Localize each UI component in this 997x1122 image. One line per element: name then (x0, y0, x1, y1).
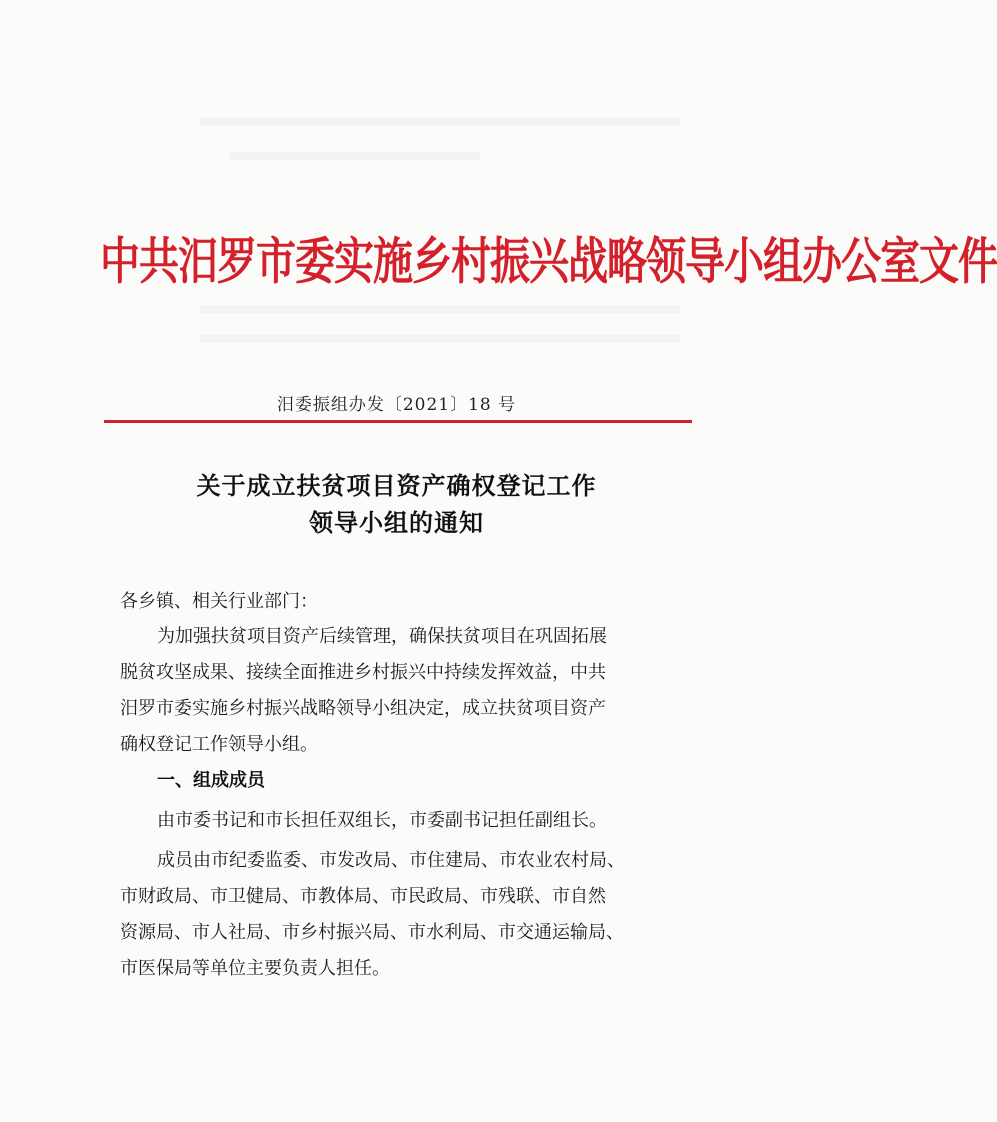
section-1-members-line-2: 市财政局、市卫健局、市教体局、市民政局、市残联、市自然 (120, 886, 606, 907)
addressee: 各乡镇、相关行业部门： (120, 591, 318, 612)
intro-line-1: 为加强扶贫项目资产后续管理，确保扶贫项目在巩固拓展 (157, 626, 607, 647)
section-1-members-line-3: 资源局、市人社局、市乡村振兴局、市水利局、市交通运输局、 (120, 922, 624, 943)
notice-title-line-1: 关于成立扶贫项目资产确权登记工作 (196, 471, 597, 500)
section-1-members-line-1: 成员由市纪委监委、市发改局、市住建局、市农业农村局、 (157, 850, 625, 871)
document-number: 汨委振组办发〔2021〕18 号 (276, 395, 517, 415)
section-1-members-line-4: 市医保局等单位主要负责人担任。 (120, 958, 390, 979)
intro-line-3: 汨罗市委实施乡村振兴战略领导小组决定，成立扶贫项目资产 (120, 698, 606, 719)
notice-title-line-2: 领导小组的通知 (309, 508, 484, 537)
red-separator-line (104, 420, 692, 423)
intro-line-2: 脱贫攻坚成果、接续全面推进乡村振兴中持续发挥效益，中共 (120, 662, 606, 683)
bleed-through-line (230, 152, 480, 160)
section-1-leaders: 由市委书记和市长担任双组长，市委副书记担任副组长。 (157, 810, 607, 831)
bleed-through-line (200, 118, 680, 126)
intro-line-4: 确权登记工作领导小组。 (120, 734, 318, 755)
section-1-heading: 一、组成成员 (157, 770, 265, 791)
issuer-header: 中共汨罗市委实施乡村振兴战略领导小组办公室文件 (100, 232, 997, 291)
bleed-through-line (200, 305, 680, 313)
bleed-through-line (200, 335, 680, 343)
